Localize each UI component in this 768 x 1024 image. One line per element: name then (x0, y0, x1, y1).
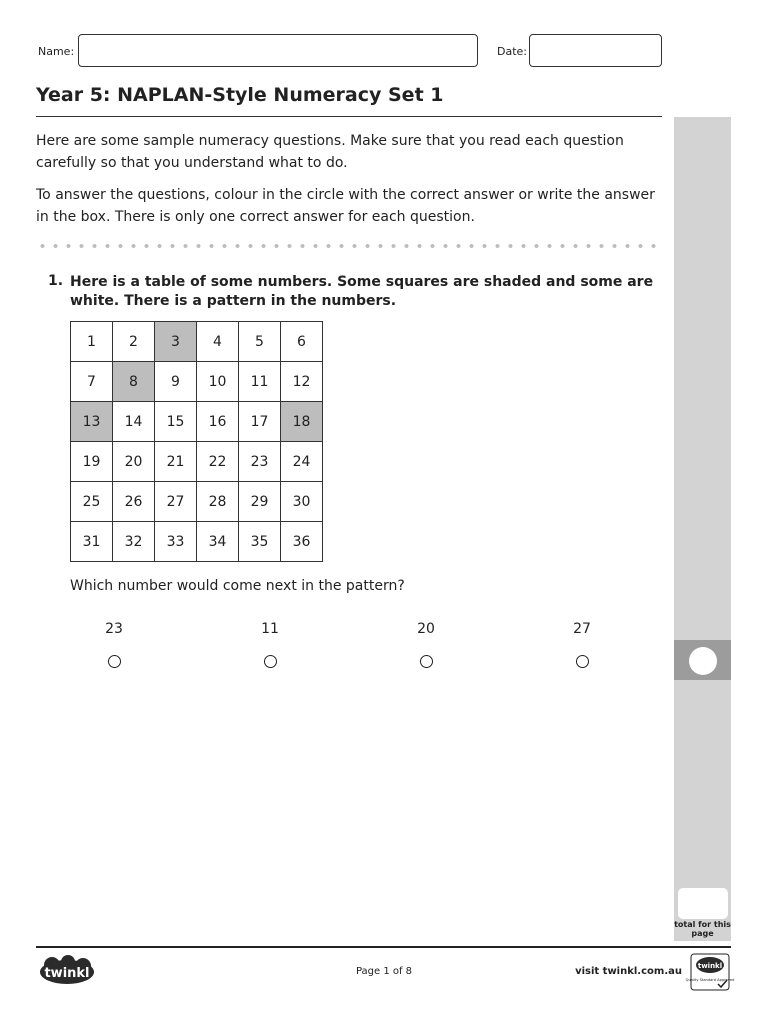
table-row (71, 522, 323, 562)
name-label: Name: (38, 45, 75, 58)
option-label-d: 27 (573, 621, 591, 637)
table-cell: 29 (239, 482, 281, 522)
table-cell: 14 (113, 402, 155, 442)
dotted-divider (36, 244, 664, 248)
option-circle-c[interactable] (420, 655, 433, 668)
table-cell: 3 (155, 322, 197, 362)
badge-text: Quality Standard Approved (685, 978, 735, 982)
table-row (71, 322, 323, 362)
question-number: 1. (48, 273, 64, 289)
table-cell: 30 (281, 482, 323, 522)
name-field[interactable] (78, 34, 478, 67)
table-cell: 35 (239, 522, 281, 562)
option-circle-d[interactable] (576, 655, 589, 668)
option-label-c: 20 (417, 621, 435, 637)
option-label-b: 11 (261, 621, 279, 637)
table-cell: 18 (281, 402, 323, 442)
table-cell: 17 (239, 402, 281, 442)
table-cell: 34 (197, 522, 239, 562)
table-row (71, 482, 323, 522)
table-cell: 13 (71, 402, 113, 442)
table-cell: 27 (155, 482, 197, 522)
table-cell: 2 (113, 322, 155, 362)
table-row (71, 402, 323, 442)
option-label-a: 23 (105, 621, 123, 637)
visit-link[interactable]: visit twinkl.com.au (575, 966, 682, 977)
footer-divider (36, 946, 731, 948)
table-cell: 9 (155, 362, 197, 402)
table-cell: 5 (239, 322, 281, 362)
table-cell: 19 (71, 442, 113, 482)
table-cell: 24 (281, 442, 323, 482)
marking-sidebar (674, 117, 731, 941)
page-number: Page 1 of 8 (355, 966, 413, 977)
twinkl-logo[interactable] (38, 955, 96, 987)
table-cell: 31 (71, 522, 113, 562)
question-mark-circle[interactable] (689, 647, 717, 675)
table-cell: 4 (197, 322, 239, 362)
page-title: Year 5: NAPLAN-Style Numeracy Set 1 (36, 84, 444, 106)
table-cell: 8 (113, 362, 155, 402)
table-cell: 33 (155, 522, 197, 562)
option-circle-a[interactable] (108, 655, 121, 668)
quality-badge (685, 953, 735, 991)
option-circle-b[interactable] (264, 655, 277, 668)
question-prompt: Which number would come next in the pattern? (70, 578, 405, 594)
table-cell: 15 (155, 402, 197, 442)
badge-brand: twinkl (697, 962, 723, 970)
table-cell: 25 (71, 482, 113, 522)
table-cell: 36 (281, 522, 323, 562)
total-label: total for this page (674, 920, 731, 938)
title-divider (36, 116, 662, 117)
table-cell: 6 (281, 322, 323, 362)
table-cell: 20 (113, 442, 155, 482)
question-text: Here is a table of some numbers. Some squares are shaded and some are white. There is a pattern in the numbers. (70, 274, 654, 309)
total-score-box[interactable] (678, 888, 728, 919)
table-cell: 21 (155, 442, 197, 482)
table-cell: 12 (281, 362, 323, 402)
table-cell: 1 (71, 322, 113, 362)
date-field[interactable] (529, 34, 662, 67)
table-row (71, 442, 323, 482)
table-cell: 23 (239, 442, 281, 482)
table-cell: 7 (71, 362, 113, 402)
intro-paragraph-2: To answer the questions, colour in the circle with the correct answer or write the answer in the box. There is only one correct answer for each question. (36, 187, 655, 225)
table-cell: 22 (197, 442, 239, 482)
table-cell: 10 (197, 362, 239, 402)
date-label: Date: (497, 45, 527, 58)
intro-paragraph-1: Here are some sample numeracy questions. Make sure that you read each question carefully so that you understand what to do. (36, 133, 624, 171)
table-cell: 11 (239, 362, 281, 402)
table-row (71, 362, 323, 402)
number-table (70, 321, 323, 562)
logo-text: twinkl (44, 966, 90, 981)
table-cell: 28 (197, 482, 239, 522)
table-cell: 26 (113, 482, 155, 522)
table-cell: 16 (197, 402, 239, 442)
table-cell: 32 (113, 522, 155, 562)
